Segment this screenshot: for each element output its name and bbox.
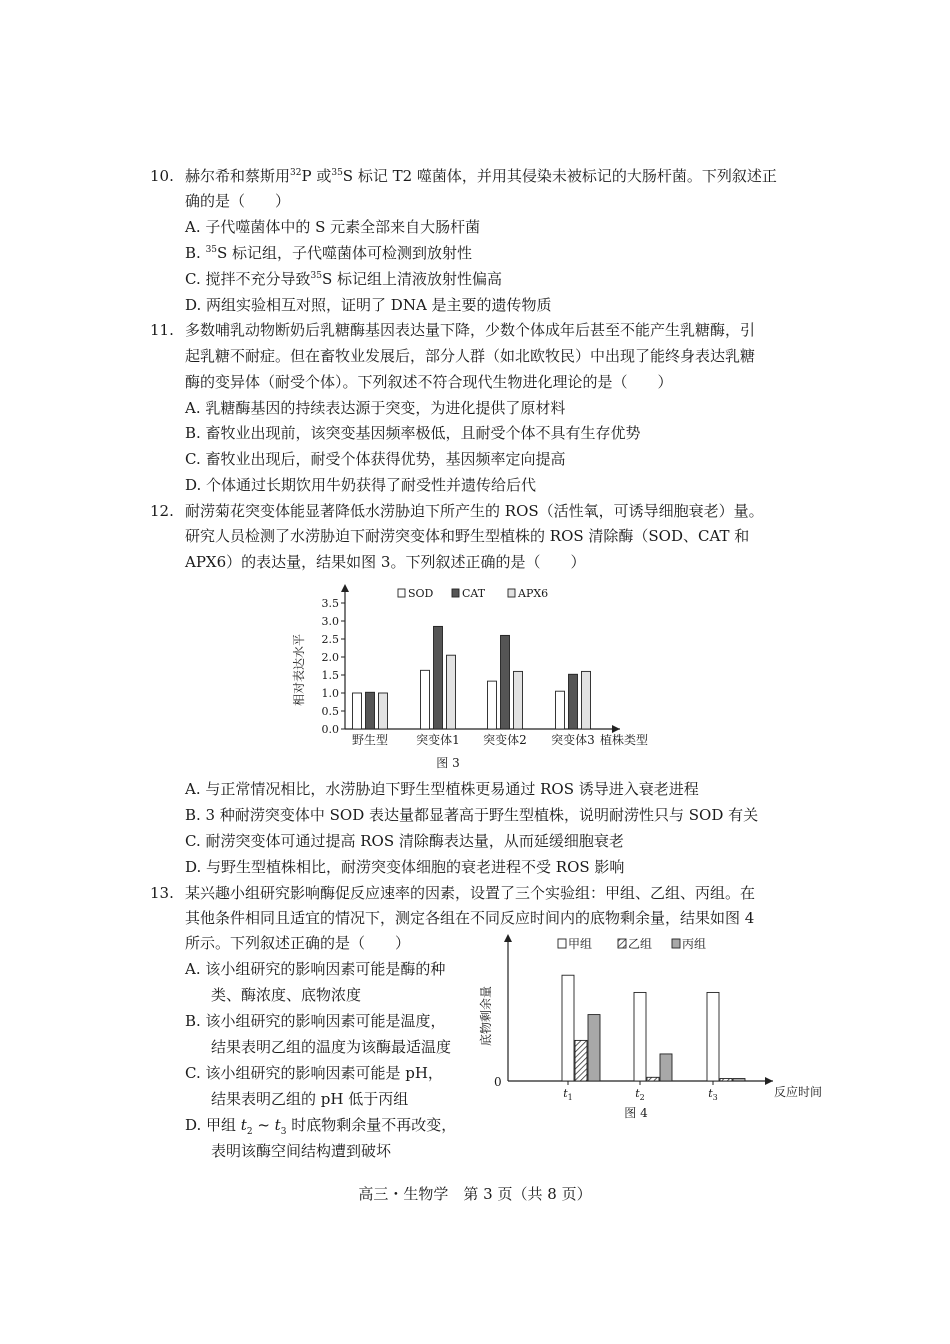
q13-option-d-line1: D. 甲组 $t_2$ ~ $t_3$ 时底物剩余量不再改变， [185,1116,457,1137]
q13-option-b-line1: B. 该小组研究的影响因素可能是温度， [185,1012,446,1030]
fig4-legend-swatch [618,939,626,948]
fig4-bar-乙组 [647,1077,659,1081]
q12-stem-line1: 耐涝菊花突变体能显著降低水涝胁迫下所产生的 ROS（活性氧，可诱导细胞衰老）量。 [185,502,764,520]
fig3-bar-apx6 [582,671,591,729]
fig3-bar-sod [421,670,430,729]
fig4-bar-丙组 [660,1054,672,1081]
fig4-bar-丙组 [733,1079,745,1081]
fig3-y-axis-label: 相对表达水平 [292,633,306,707]
fig4-category-label: $t_1$ [563,1087,573,1102]
q10-option-d: D. 两组实验相互对照，证明了 DNA 是主要的遗传物质 [185,296,552,314]
q11-number: 11. [150,321,174,339]
fig4-caption: 图 4 [624,1106,648,1120]
fig3-bar-sod [353,693,362,729]
q12-stem-line3: APX6）的表达量，结果如图 3。下列叙述正确的是（ ） [185,553,586,571]
q13-stem-line3: 所示。下列叙述正确的是（ ） [185,934,411,952]
fig3-legend-label: SOD [408,587,434,600]
q11-stem-line3: 酶的变异体（耐受个体）。下列叙述不符合现代生物进化理论的是（ ） [185,373,673,391]
q10-option-c: C. 搅拌不充分导致$^{35}$S 标记组上清液放射性偏高 [185,270,502,288]
q11-option-d: D. 个体通过长期饮用牛奶获得了耐受性并遗传给后代 [185,476,537,494]
fig3-bar-apx6 [379,693,388,729]
fig4-legend-swatch [672,939,680,948]
figure-4-bar-chart [478,928,823,1128]
fig3-category-label: 突变体3 [551,733,595,747]
fig4-legend-swatch [558,939,566,948]
fig4-bar-甲组 [634,992,646,1081]
q12-option-d: D. 与野生型植株相比，耐涝突变体细胞的衰老进程不受 ROS 影响 [185,858,625,876]
fig4-x-axis-arrow [765,1077,773,1085]
fig3-legend-label: CAT [462,587,486,600]
fig3-y-tick-label: 2.5 [321,633,339,646]
fig4-bar-乙组 [575,1040,587,1081]
fig3-bar-cat [434,626,443,729]
q13-number: 13. [150,884,174,902]
q10-option-a: A. 子代噬菌体中的 S 元素全部来自大肠杆菌 [185,218,481,236]
fig4-category-label: $t_2$ [635,1087,645,1102]
q13-stem-line1: 某兴趣小组研究影响酶促反应速率的因素，设置了三个实验组：甲组、乙组、丙组。在 [185,884,756,902]
fig3-category-label: 突变体2 [483,733,527,747]
fig4-legend-label: 丙组 [682,937,707,951]
fig3-y-tick-label: 0.0 [321,723,339,736]
q11-stem-line1: 多数哺乳动物断奶后乳糖酶基因表达量下降，少数个体成年后甚至不能产生乳糖酶，引 [185,321,756,339]
q13-stem-line2: 其他条件相同且适宜的情况下，测定各组在不同反应时间内的底物剩余量，结果如图 4 [185,909,755,927]
fig3-y-tick-label: 1.5 [321,669,339,682]
q12-number: 12. [150,502,174,520]
fig3-category-label: 野生型 [351,733,389,747]
q10-number: 10. [150,167,174,185]
fig4-origin-label: 0 [494,1075,502,1089]
fig3-legend-swatch [398,589,405,597]
fig3-bar-apx6 [447,655,456,729]
q12-stem-line2: 研究人员检测了水涝胁迫下耐涝突变体和野生型植株的 ROS 清除酶（SOD、CAT 和 [185,527,750,545]
fig3-y-tick-label: 2.0 [321,651,339,664]
q11-option-c: C. 畜牧业出现后，耐受个体获得优势，基因频率定向提高 [185,450,566,468]
fig3-legend-swatch [452,589,459,597]
fig3-bar-cat [569,674,578,729]
fig3-legend-label: APX6 [518,587,549,600]
q10-stem-line2: 确的是（ ） [185,192,291,210]
fig4-category-label: $t_3$ [708,1087,718,1102]
q10-stem-line1: 赫尔希和蔡斯用$^{32}$P 或$^{35}$S 标记 T2 噬菌体，并用其侵染未被标记的大肠杆菌。下列叙述正 [185,167,777,185]
fig3-bar-sod [556,691,565,729]
q13-option-a-line1: A. 该小组研究的影响因素可能是酶的种 [185,960,446,978]
q12-option-c: C. 耐涝突变体可通过提高 ROS 清除酶表达量，从而延缓细胞衰老 [185,832,624,850]
q13-option-a-line2: 类、酶浓度、底物浓度 [211,986,362,1004]
fig4-bar-丙组 [588,1015,600,1081]
fig3-bar-cat [501,635,510,729]
q13-option-b-line2: 结果表明乙组的温度为该酶最适温度 [211,1038,452,1056]
fig4-legend-label: 甲组 [568,937,593,951]
fig3-y-tick-label: 3.5 [321,597,339,610]
fig4-bar-乙组 [720,1079,732,1081]
fig4-bar-甲组 [562,975,574,1081]
fig3-y-tick-label: 3.0 [321,615,339,628]
fig3-legend-swatch [508,589,515,597]
fig4-bar-甲组 [707,992,719,1081]
fig3-y-axis-arrow [341,584,349,592]
q11-stem-line2: 起乳糖不耐症。但在畜牧业发展后，部分人群（如北欧牧民）中出现了能终身表达乳糖 [185,347,756,365]
page-footer: 高三・生物学 第 3 页（共 8 页） [358,1185,592,1203]
fig4-legend [558,937,706,951]
fig3-bar-cat [366,692,375,729]
fig3-y-tick-label: 1.0 [321,687,339,700]
q12-option-b: B. 3 种耐涝突变体中 SOD 表达量都显著高于野生型植株，说明耐涝性只与 SOD 有关 [185,806,759,824]
q11-option-b: B. 畜牧业出现前，该突变基因频率极低，且耐受个体不具有生存优势 [185,424,641,442]
q10-option-b: B. $^{35}$S 标记组，子代噬菌体可检测到放射性 [185,244,473,262]
fig4-legend-label: 乙组 [628,937,653,951]
fig4-y-axis-label: 底物剩余量 [479,985,493,1047]
fig4-x-axis-label: 反应时间 [774,1085,823,1099]
fig3-x-axis-arrow [612,725,620,733]
fig3-y-tick-label: 0.5 [321,705,339,718]
fig4-y-axis-arrow [504,934,512,942]
q13-option-d-line2: 表明该酶空间结构遭到破坏 [211,1142,392,1160]
figure-3-bar-chart [290,578,670,773]
fig4-bars [562,975,745,1081]
q13-option-c-line2: 结果表明乙组的 pH 低于丙组 [211,1090,409,1108]
fig3-bars [353,626,591,729]
q13-option-c-line1: C. 该小组研究的影响因素可能是 pH， [185,1064,443,1082]
fig3-category-label: 突变体1 [416,733,460,747]
fig3-legend [398,587,548,600]
q12-option-a: A. 与正常情况相比，水涝胁迫下野生型植株更易通过 ROS 诱导进入衰老进程 [185,780,699,798]
fig3-bar-apx6 [514,671,523,729]
q11-option-a: A. 乳糖酶基因的持续表达源于突变，为进化提供了原材料 [185,399,566,417]
fig3-bar-sod [488,681,497,729]
fig3-caption: 图 3 [436,756,460,770]
fig3-x-axis-label: 植株类型 [600,733,649,747]
